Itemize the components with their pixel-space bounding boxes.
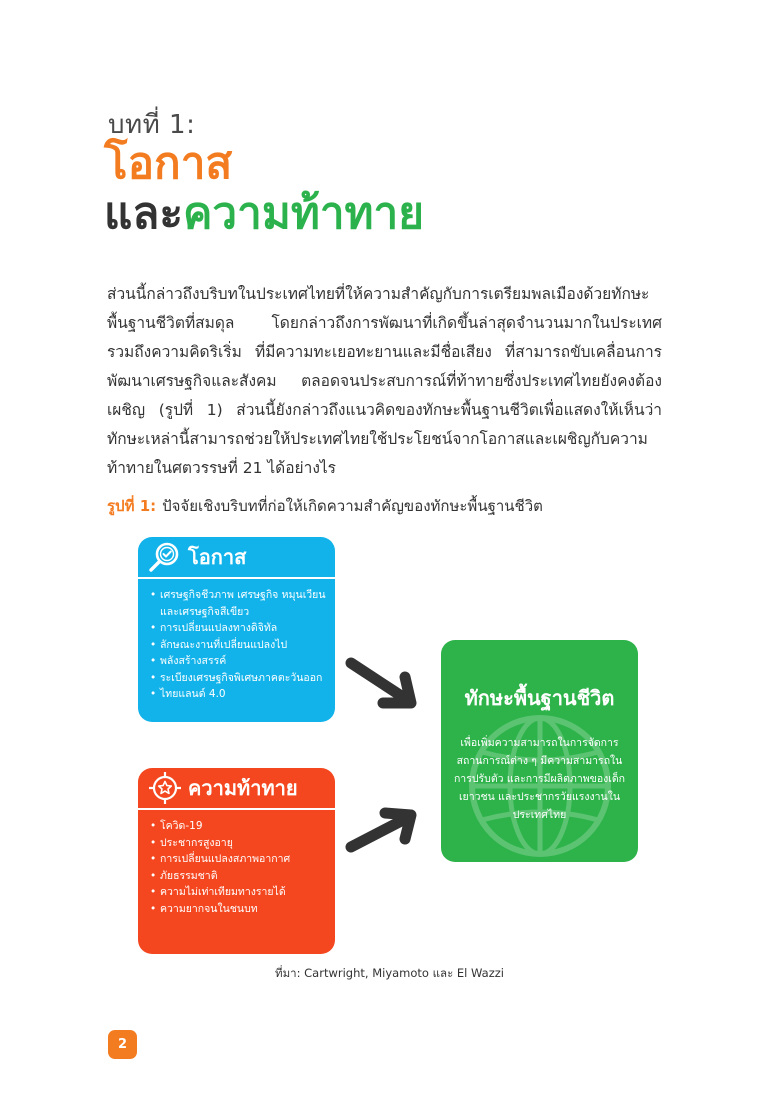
- list-item: • ความยากจนในชนบท: [150, 901, 327, 918]
- list-item: • ภัยธรรมชาติ: [150, 868, 327, 885]
- list-item: • ประชากรสูงอายุ: [150, 835, 327, 852]
- arrow-up-right-icon: [343, 805, 423, 855]
- magnifier-check-icon: [148, 540, 182, 574]
- list-item: • พลังสร้างสรรค์: [150, 653, 327, 670]
- chapter-title-opportunity: โอกาส: [104, 138, 233, 189]
- figure-source: ที่มา: Cartwright, Miyamoto และ El Wazzi: [275, 966, 504, 980]
- challenges-box: [138, 768, 335, 954]
- challenges-header: [138, 768, 335, 810]
- core-skills-box: [441, 640, 638, 862]
- chapter-label: บทที่ 1:: [108, 110, 196, 140]
- core-skills-description: เพื่อเพิ่มความสามารถในการจัดการสถานการณ์ต่าง ๆ มีความสามารถในการปรับตัว และการมีผลิตภาพของเด็ก เยาวชน และประชากรวัยแรงงานในประเทศไทย: [453, 737, 626, 821]
- opportunities-list: [138, 579, 335, 703]
- chapter-title-and: และ: [104, 188, 183, 239]
- list-item: • ลักษณะงานที่เปลี่ยนแปลงไป: [150, 637, 327, 654]
- opportunities-title: โอกาส: [188, 545, 247, 569]
- chapter-title-line2: [104, 188, 424, 240]
- list-item: • ระเบียงเศรษฐกิจพิเศษภาคตะวันออก: [150, 670, 327, 687]
- list-item: • ความไม่เท่าเทียมทางรายได้: [150, 884, 327, 901]
- chapter-title-challenge: ความท้าทาย: [182, 188, 425, 239]
- figure-label: รูปที่ 1:: [107, 497, 157, 515]
- opportunities-box: [138, 537, 335, 722]
- challenges-list: [138, 810, 335, 917]
- list-item: • การเปลี่ยนแปลงสภาพอากาศ: [150, 851, 327, 868]
- core-skills-title: ทักษะพื้นฐานชีวิต: [464, 686, 615, 710]
- list-item: • การเปลี่ยนแปลงทางดิจิทัล: [150, 620, 327, 637]
- opportunities-header: [138, 537, 335, 579]
- figure-caption-text: ปัจจัยเชิงบริบทที่ก่อให้เกิดความสำคัญของทักษะพื้นฐานชีวิต: [162, 497, 543, 515]
- list-item: • โควิด-19: [150, 818, 327, 835]
- challenges-title: ความท้าทาย: [188, 776, 298, 800]
- list-item: • ไทยแลนด์ 4.0: [150, 686, 327, 703]
- intro-paragraph: ส่วนนี้กล่าวถึงบริบทในประเทศไทยที่ให้ความสำคัญกับการเตรียมพลเมืองด้วยทักษะพื้นฐานชีวิตที่สมดุล โดยกล่าวถึงการพัฒนาที่เกิดขึ้นล่าสุดจำนวนมากในประเทศ รวมถึงความคิดริเริ่ม ที่มีความทะเยอทะยานและมีชื่อเสียง ที่สามารถขับเคลื่อนการพัฒนาเศรษฐกิจและสังคม ตลอดจนประสบการณ์ที่ท้าทายซึ่งประเทศไทยยังคงต้องเผชิญ (รูปที่ 1) ส่วนนี้ยังกล่าวถึงแนวคิดของทักษะพื้นฐานชีวิตเพื่อแสดงให้เห็นว่าทักษะเหล่านี้สามารถช่วยให้ประเทศไทยใช้ประโยชน์จากโอกาสและเผชิญกับความท้าทายในศตวรรษที่ 21 ได้อย่างไร: [107, 285, 662, 477]
- arrow-down-right-icon: [343, 655, 423, 715]
- page-number: 2: [108, 1030, 137, 1059]
- list-item: • เศรษฐกิจชีวภาพ เศรษฐกิจ หมุนเวียน และเศรษฐกิจสีเขียว: [150, 587, 327, 620]
- target-star-icon: [148, 771, 182, 805]
- figure-caption: [107, 494, 543, 518]
